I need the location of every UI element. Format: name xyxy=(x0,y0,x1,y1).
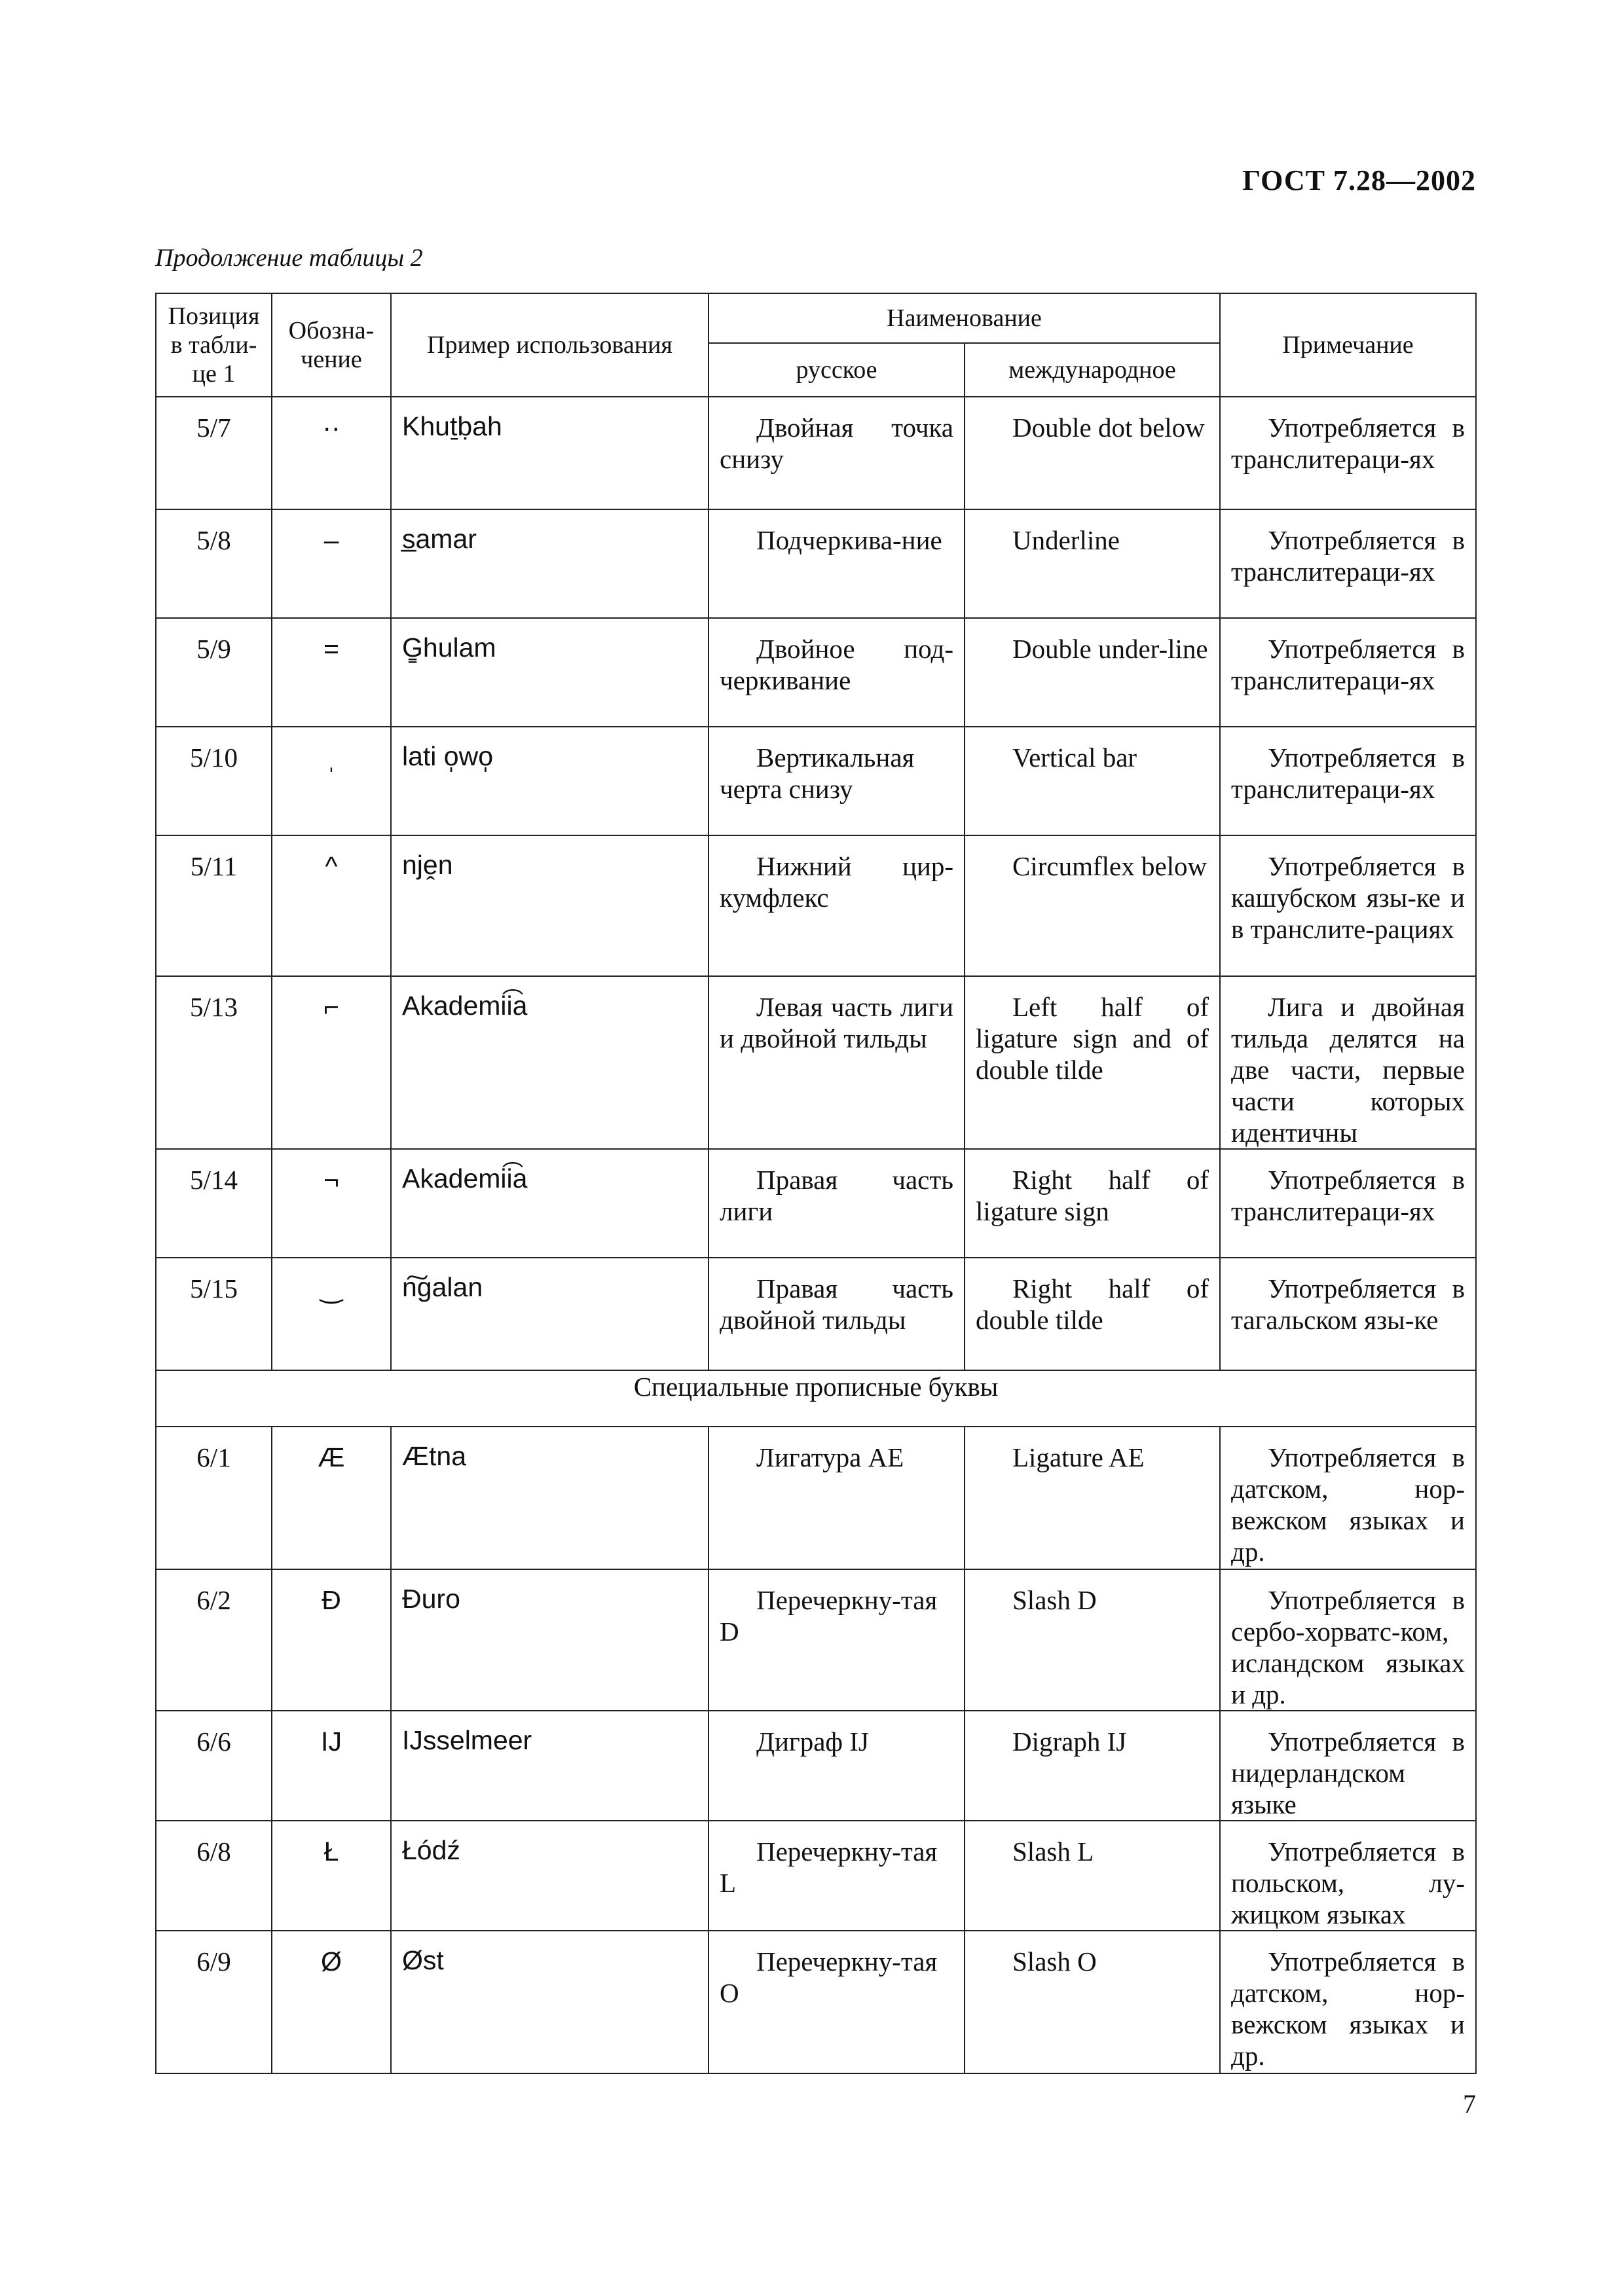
example-cell: Ætna xyxy=(391,1427,709,1569)
note-cell xyxy=(1220,1149,1476,1258)
name-int-cell-text: Underline xyxy=(1012,525,1120,555)
header-name-ru: русское xyxy=(709,343,965,397)
position-cell: 5/15 xyxy=(156,1258,272,1370)
note-cell-text: Лига и двойная тильда делятся на две части, первые части которых идентичны xyxy=(1231,992,1465,1148)
symbol-cell: ˌ xyxy=(272,727,391,835)
symbol-cell: ·· xyxy=(272,397,391,509)
example-cell: njḙn xyxy=(391,835,709,976)
note-cell-text: Употребляется в польском, лу-жицком языках xyxy=(1231,1836,1465,1929)
note-cell-text: Употребляется в транслитераци-ях xyxy=(1231,742,1465,804)
note-cell-text: Употребляется в датском, нор-вежском языках и др. xyxy=(1231,1946,1465,2071)
name-int-cell-text: Right half of double tilde xyxy=(976,1273,1209,1335)
document-code: ГОСТ 7.28—2002 xyxy=(1242,164,1476,196)
table-row xyxy=(156,1427,1476,1569)
name-ru-cell-text: Правая часть двойной тильды xyxy=(720,1273,953,1335)
position-cell: 6/9 xyxy=(156,1931,272,2073)
name-int-cell xyxy=(965,1821,1220,1931)
example-cell: Akademii͡a xyxy=(391,1149,709,1258)
table-row xyxy=(156,618,1476,727)
name-int-cell-text: Slash D xyxy=(1012,1585,1097,1615)
note-cell xyxy=(1220,397,1476,509)
symbol-cell: IJ xyxy=(272,1711,391,1821)
note-cell-text: Употребляется в транслитераци-ях xyxy=(1231,634,1465,695)
example-cell: lati o̩wo̩ xyxy=(391,727,709,835)
note-cell-text: Употребляется в датском, нор-вежском языках и др. xyxy=(1231,1442,1465,1567)
example-cell: Đuro xyxy=(391,1569,709,1711)
name-int-cell xyxy=(965,509,1220,618)
note-cell xyxy=(1220,618,1476,727)
symbol-cell: Æ xyxy=(272,1427,391,1569)
characters-table xyxy=(155,293,1477,2074)
name-int-cell-text: Double under-line xyxy=(1012,634,1208,664)
symbol-cell: – xyxy=(272,509,391,618)
example-cell: Akademii͡a xyxy=(391,976,709,1149)
name-ru-cell xyxy=(709,1711,965,1821)
symbol-cell: ‿ xyxy=(272,1258,391,1370)
position-cell: 6/6 xyxy=(156,1711,272,1821)
name-ru-cell-text: Вертикальная черта снизу xyxy=(720,742,915,804)
name-int-cell-text: Vertical bar xyxy=(1012,742,1137,773)
table-row xyxy=(156,976,1476,1149)
note-cell xyxy=(1220,1711,1476,1821)
symbol-cell: = xyxy=(272,618,391,727)
name-ru-cell xyxy=(709,1149,965,1258)
note-cell-text: Употребляется в нидерландском языке xyxy=(1231,1726,1465,1819)
name-ru-cell-text: Правая часть лиги xyxy=(720,1165,953,1226)
position-cell: 5/13 xyxy=(156,976,272,1149)
name-ru-cell xyxy=(709,618,965,727)
example-cell: IJsselmeer xyxy=(391,1711,709,1821)
name-int-cell-text: Right half of ligature sign xyxy=(976,1165,1209,1226)
name-int-cell xyxy=(965,618,1220,727)
header-name-group: Наименование xyxy=(709,293,1220,343)
header-symbol: Обозна-чение xyxy=(272,293,391,397)
position-cell: 5/9 xyxy=(156,618,272,727)
example-cell: Øst xyxy=(391,1931,709,2073)
name-int-cell-text: Digraph IJ xyxy=(1012,1726,1127,1757)
name-int-cell-text: Slash L xyxy=(1012,1836,1094,1867)
note-cell xyxy=(1220,835,1476,976)
name-int-cell xyxy=(965,397,1220,509)
symbol-cell: ^ xyxy=(272,835,391,976)
position-cell: 5/8 xyxy=(156,509,272,618)
name-ru-cell xyxy=(709,976,965,1149)
name-ru-cell xyxy=(709,397,965,509)
symbol-cell: ¬ xyxy=(272,1149,391,1258)
table-row xyxy=(156,1258,1476,1370)
name-ru-cell xyxy=(709,1569,965,1711)
name-int-cell xyxy=(965,1569,1220,1711)
table-row xyxy=(156,1931,1476,2073)
example-cell: Łódź xyxy=(391,1821,709,1931)
name-int-cell xyxy=(965,1258,1220,1370)
name-ru-cell-text: Левая часть лиги и двойной тильды xyxy=(720,992,953,1053)
name-ru-cell-text: Диграф IJ xyxy=(756,1726,869,1757)
header-example: Пример использования xyxy=(391,293,709,397)
name-ru-cell xyxy=(709,835,965,976)
note-cell xyxy=(1220,1569,1476,1711)
name-ru-cell-text: Перечеркну-тая O xyxy=(720,1946,938,2008)
section-title: Специальные прописные буквы xyxy=(156,1370,1476,1427)
note-cell-text: Употребляется в транслитераци-ях xyxy=(1231,1165,1465,1226)
name-int-cell-text: Ligature AE xyxy=(1012,1442,1145,1472)
name-int-cell-text: Double dot below xyxy=(1012,412,1205,443)
name-ru-cell-text: Двойная точка снизу xyxy=(720,412,953,474)
name-int-cell xyxy=(965,1427,1220,1569)
header-name-int: международное xyxy=(965,343,1220,397)
name-int-cell xyxy=(965,835,1220,976)
name-ru-cell xyxy=(709,727,965,835)
name-ru-cell xyxy=(709,1258,965,1370)
position-cell: 6/2 xyxy=(156,1569,272,1711)
name-int-cell-text: Circumflex below xyxy=(1012,851,1207,881)
name-int-cell xyxy=(965,1931,1220,2073)
note-cell xyxy=(1220,727,1476,835)
name-ru-cell-text: Двойное под-черкивание xyxy=(720,634,953,695)
name-ru-cell xyxy=(709,1931,965,2073)
name-ru-cell-text: Перечеркну-тая L xyxy=(720,1836,938,1898)
position-cell: 6/8 xyxy=(156,1821,272,1931)
table-row xyxy=(156,509,1476,618)
note-cell-text: Употребляется в транслитераци-ях xyxy=(1231,525,1465,587)
note-cell-text: Употребляется в сербо-хорватс-ком, исландском языках и др. xyxy=(1231,1585,1465,1709)
table-row xyxy=(156,397,1476,509)
page-number: 7 xyxy=(1463,2089,1476,2119)
symbol-cell: ⌐ xyxy=(272,976,391,1149)
table-row xyxy=(156,1149,1476,1258)
table-row xyxy=(156,1569,1476,1711)
note-cell xyxy=(1220,1427,1476,1569)
name-int-cell-text: Left half of ligature sign and of double tilde xyxy=(976,992,1209,1085)
table-row xyxy=(156,727,1476,835)
table-caption: Продолжение таблицы 2 xyxy=(155,244,423,272)
name-ru-cell xyxy=(709,1821,965,1931)
name-ru-cell-text: Подчеркива-ние xyxy=(756,525,942,555)
name-ru-cell xyxy=(709,509,965,618)
note-cell-text: Употребляется в кашубском язы-ке и в транслите-рациях xyxy=(1231,851,1465,944)
header-position: Позиция в табли-це 1 xyxy=(156,293,272,397)
name-int-cell xyxy=(965,976,1220,1149)
example-cell: G̳hulam xyxy=(391,618,709,727)
name-int-cell xyxy=(965,1149,1220,1258)
name-int-cell-text: Slash O xyxy=(1012,1946,1097,1977)
symbol-cell: Ł xyxy=(272,1821,391,1931)
position-cell: 5/11 xyxy=(156,835,272,976)
name-ru-cell-text: Перечеркну-тая D xyxy=(720,1585,938,1647)
note-cell-text: Употребляется в тагальском язы-ке xyxy=(1231,1273,1465,1335)
name-ru-cell-text: Лигатура AE xyxy=(756,1442,904,1472)
header-note: Примечание xyxy=(1220,293,1476,397)
position-cell: 6/1 xyxy=(156,1427,272,1569)
note-cell xyxy=(1220,1931,1476,2073)
example-cell: Khuṯḅah xyxy=(391,397,709,509)
position-cell: 5/7 xyxy=(156,397,272,509)
note-cell xyxy=(1220,1821,1476,1931)
table-row xyxy=(156,835,1476,976)
name-ru-cell-text: Нижний цир-кумфлекс xyxy=(720,851,953,913)
symbol-cell: Đ xyxy=(272,1569,391,1711)
name-int-cell xyxy=(965,727,1220,835)
symbol-cell: Ø xyxy=(272,1931,391,2073)
note-cell xyxy=(1220,976,1476,1149)
example-cell: n͠galan xyxy=(391,1258,709,1370)
name-int-cell xyxy=(965,1711,1220,1821)
table-row xyxy=(156,1821,1476,1931)
note-cell xyxy=(1220,509,1476,618)
name-ru-cell xyxy=(709,1427,965,1569)
position-cell: 5/10 xyxy=(156,727,272,835)
example-cell: s̲amar xyxy=(391,509,709,618)
position-cell: 5/14 xyxy=(156,1149,272,1258)
note-cell xyxy=(1220,1258,1476,1370)
note-cell-text: Употребляется в транслитераци-ях xyxy=(1231,412,1465,474)
table-row xyxy=(156,1711,1476,1821)
